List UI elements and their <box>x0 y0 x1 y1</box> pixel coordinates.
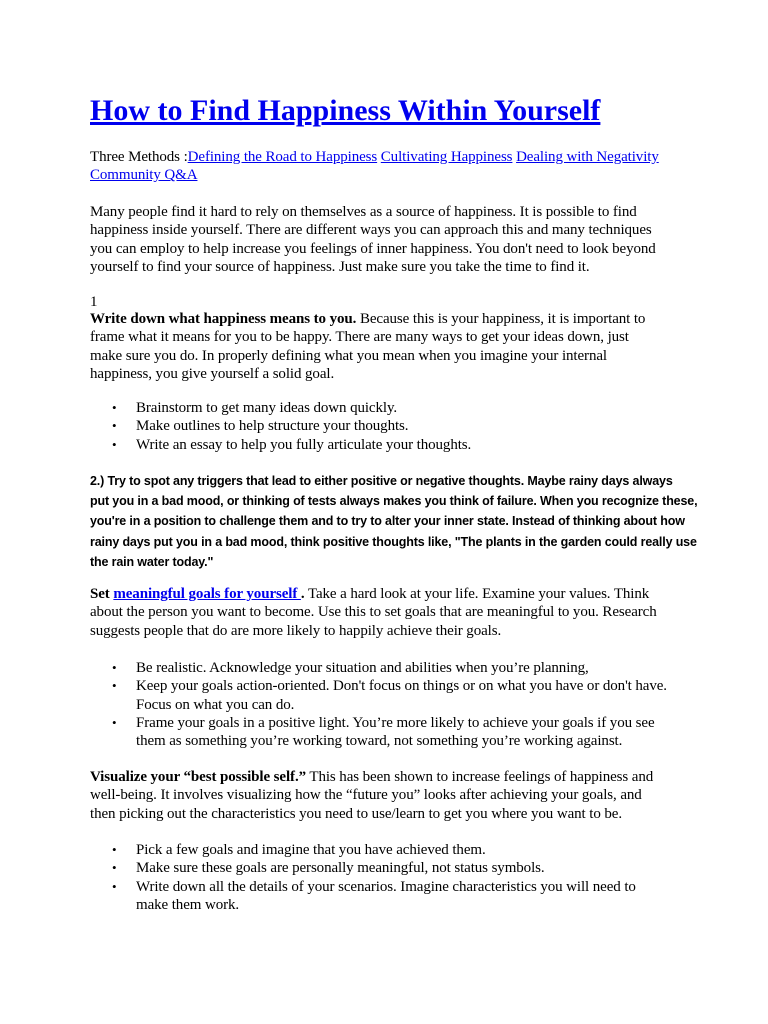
list-item-text: Keep your goals action-oriented. Don't focus on things or on what you have or don't have. <box>136 678 667 695</box>
list-item <box>90 436 471 454</box>
list-item <box>90 878 636 915</box>
step2-paragraph <box>90 471 698 572</box>
bullet-icon: • <box>112 714 117 730</box>
step3-text: Take a hard look at your life. Examine your values. Think <box>304 586 650 602</box>
methods-nav <box>90 148 690 185</box>
list-item <box>90 841 636 859</box>
list-item <box>90 859 636 877</box>
list-item-text: Frame your goals in a positive light. You’re more likely to achieve your goals if you see <box>136 714 655 731</box>
step3-set: Set <box>90 586 114 602</box>
step1-number: 1 <box>90 294 98 310</box>
list-item <box>90 659 667 677</box>
intro-line: yourself to find your source of happiness. Just make sure you take the time to find it. <box>90 258 590 275</box>
link-dealing-negativity[interactable]: Dealing with Negativity <box>516 149 659 165</box>
list-item-text: Write down all the details of your scenarios. Imagine characteristics you will need to <box>136 878 636 895</box>
step1-line: happiness, you give yourself a solid goal. <box>90 365 335 382</box>
step3-line: suggests people that do are more likely to happily achieve their goals. <box>90 622 502 639</box>
list-item-text: Make outlines to help structure your thoughts. <box>136 418 409 435</box>
step1-heading: Write down what happiness means to you. <box>90 311 357 327</box>
list-item-text: Focus on what you can do. <box>136 696 295 713</box>
bullet-icon: • <box>112 878 117 894</box>
step4-heading: Visualize your “best possible self.” <box>90 769 306 785</box>
list-item-text: them as something you’re working toward, not something you’re working against. <box>136 733 623 750</box>
step2-line: you're in a position to challenge them and to try to alter your inner state. Instead of thinking about how <box>90 514 685 529</box>
step4-text: This has been shown to increase feelings of happiness and <box>306 769 654 785</box>
bullet-icon: • <box>112 418 117 434</box>
intro-line: you can employ to help increase you feelings of inner happiness. You don't need to look beyond <box>90 240 656 257</box>
methods-prefix: Three Methods : <box>90 149 188 165</box>
intro-line: Many people find it hard to rely on themselves as a source of happiness. It is possible to find <box>90 204 637 220</box>
link-community-qa[interactable]: Community Q&A <box>90 167 198 184</box>
step1-line: frame what it means for you to be happy. There are many ways to get your ideas down, just <box>90 329 629 346</box>
step4-line: then picking out the characteristics you need to use/learn to get you where you want to be. <box>90 805 622 822</box>
list-item-text: Brainstorm to get many ideas down quickly. <box>136 400 398 416</box>
list-item <box>90 714 667 751</box>
list-item-text: Be realistic. Acknowledge your situation and abilities when you’re planning, <box>136 660 589 676</box>
step1-bullet-list <box>90 399 471 454</box>
step3-bullet-list <box>90 659 667 750</box>
list-item <box>90 399 471 417</box>
intro-paragraph <box>90 203 690 276</box>
bullet-icon: • <box>112 678 117 694</box>
page-title[interactable]: How to Find Happiness Within Yourself <box>90 94 601 127</box>
step3-paragraph <box>90 585 690 640</box>
bullet-icon: • <box>112 400 117 415</box>
step1-text: Because this is your happiness, it is important to <box>356 311 646 327</box>
bullet-icon: • <box>112 436 117 452</box>
step2-text: Maybe rainy days always <box>524 474 673 488</box>
step4-line: well-being. It involves visualizing how the “future you” looks after achieving your goals, and <box>90 787 642 804</box>
step3-line: about the person you want to become. Use this to set goals that are meaningful to you. Research <box>90 604 657 621</box>
meaningful-goals-link[interactable]: meaningful goals for yourself <box>113 586 301 602</box>
list-item <box>90 417 471 435</box>
list-item-text: Pick a few goals and imagine that you have achieved them. <box>136 842 486 858</box>
step4-bullet-list <box>90 841 636 914</box>
step1-line: make sure you do. In properly defining what you mean when you imagine your internal <box>90 347 607 364</box>
list-item-text: make them work. <box>136 896 240 913</box>
bullet-icon: • <box>112 842 117 857</box>
intro-line: happiness inside yourself. There are different ways you can approach this and many techniques <box>90 222 652 239</box>
list-item <box>90 677 667 714</box>
list-item-text: Make sure these goals are personally meaningful, not status symbols. <box>136 860 545 877</box>
step1-paragraph <box>90 310 690 383</box>
step4-paragraph <box>90 768 690 823</box>
step2-heading: 2.) Try to spot any triggers that lead to either positive or negative thoughts. <box>90 474 525 488</box>
step2-line: the rain water today." <box>90 554 214 569</box>
step2-line: put you in a bad mood, or thinking of tests always makes you think of failure. When you recognize these, <box>90 494 698 509</box>
bullet-icon: • <box>112 660 117 675</box>
step2-line: rainy days put you in a bad mood, think positive thoughts like, "The plants in the garden could really use <box>90 534 697 549</box>
link-cultivating-happiness[interactable]: Cultivating Happiness <box>380 149 513 165</box>
bullet-icon: • <box>112 860 117 876</box>
list-item-text: Write an essay to help you fully articulate your thoughts. <box>136 436 472 453</box>
link-defining-road[interactable]: Defining the Road to Happiness <box>187 149 378 165</box>
step3-period: . <box>300 586 305 602</box>
